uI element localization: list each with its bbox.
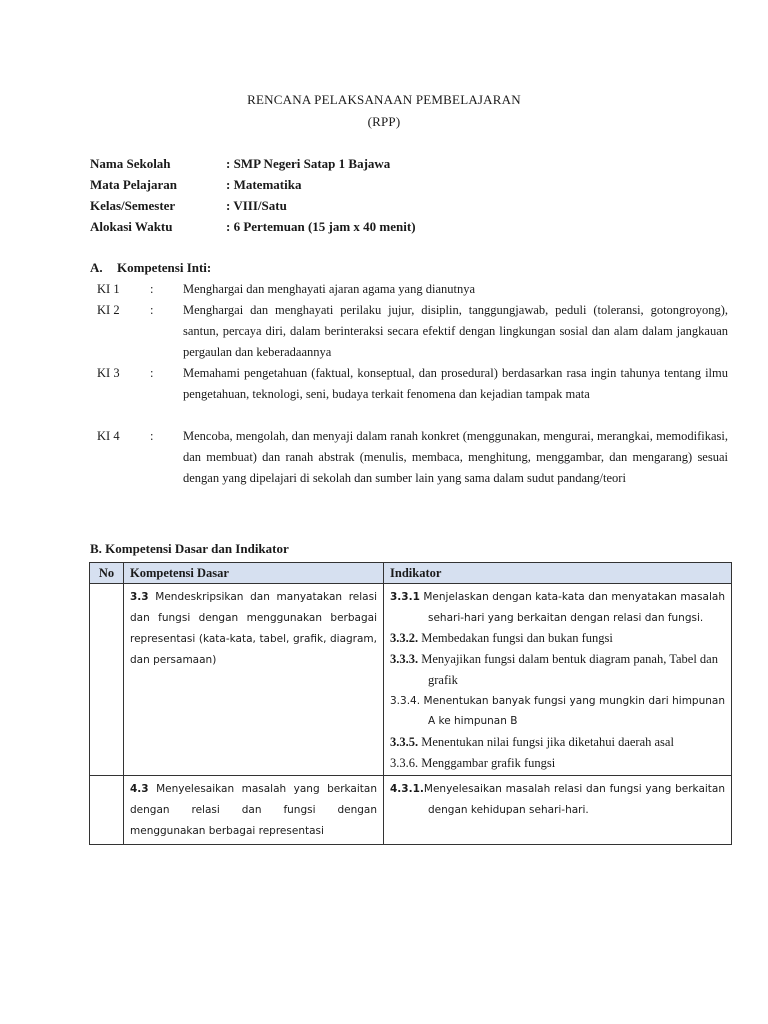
ki-colon: : <box>150 282 154 296</box>
indicator-number: 3.3.1 <box>390 591 420 603</box>
indicator-text: Menjelaskan dengan kata-kata dan menyatakan masalah sehari-hari yang berkaitan dengan relasi dan fungsi. <box>419 591 725 624</box>
cell-no <box>90 776 124 845</box>
indicator-text: Menyelesaikan masalah relasi dan fungsi yang berkaitan dengan kehidupan sehari-hari. <box>423 783 725 817</box>
identity-value: : VIII/Satu <box>226 198 287 213</box>
table-header-row <box>90 563 732 584</box>
indicator-item <box>390 649 725 690</box>
ki-item-1 <box>97 279 728 300</box>
table-row <box>90 776 732 845</box>
kd-text-block <box>130 587 377 671</box>
ki-code: KI 2 <box>97 303 120 317</box>
table-row <box>90 584 732 776</box>
section-b-heading: B. Kompetensi Dasar dan Indikator <box>90 541 289 556</box>
identity-label: Kelas/Semester <box>90 198 176 213</box>
indicator-text: Menentukan banyak fungsi yang mungkin dari himpunan A ke himpunan B <box>420 694 725 728</box>
ki-item-4 <box>97 426 728 489</box>
indicator-list <box>390 779 725 820</box>
cell-kd <box>124 584 384 776</box>
indicator-number: 3.3.3. <box>390 652 419 667</box>
indicator-number: 3.3.5. <box>390 734 419 749</box>
indicator-item <box>390 732 725 753</box>
indicator-text: Membedakan fungsi dan bukan fungsi <box>418 631 613 646</box>
ki-text: Menghargai dan menghayati ajaran agama yang dianutnya <box>183 282 476 296</box>
indicator-item <box>390 691 725 732</box>
kd-description: Menyelesaikan masalah yang berkaitan dengan relasi dan fungsi dengan menggunakan berbagai representasi <box>130 783 377 838</box>
header-no: No <box>90 563 124 584</box>
header-indikator: Indikator <box>384 563 732 584</box>
indicator-number: 3.3.6. <box>390 755 419 770</box>
cell-indicators <box>384 776 732 845</box>
ki-colon: : <box>150 303 154 317</box>
ki-item-3 <box>97 363 728 405</box>
identity-row-school <box>90 155 416 176</box>
indicator-text: Menentukan nilai fungsi jika diketahui daerah asal <box>418 734 674 749</box>
ki-text: Mencoba, mengolah, dan menyaji dalam ranah konkret (menggunakan, mengurai, merangkai, memodifikasi, dan membuat) dan ranah abstrak (menulis, membaca, menghitung, menggambar, dan mengarang) sesuai dengan yang dipelajari di sekolah dan sumber lain yang sama dalam sudut pandang/teori <box>183 429 728 485</box>
identity-value: : SMP Negeri Satap 1 Bajawa <box>226 156 391 171</box>
header-kd: Kompetensi Dasar <box>124 563 384 584</box>
indicator-number: 3.3.4. <box>390 694 421 707</box>
ki-code: KI 1 <box>97 282 120 296</box>
kd-number: 4.3 <box>130 783 149 796</box>
indicator-text: Menggambar grafik fungsi <box>418 755 556 770</box>
section-a-title: Kompetensi Inti: <box>117 260 212 275</box>
indicator-item <box>390 753 725 774</box>
cell-no <box>90 584 124 776</box>
identity-row-time <box>90 218 416 239</box>
indicator-item <box>390 779 725 820</box>
ki-code: KI 4 <box>97 429 120 443</box>
kd-text-block <box>130 779 377 842</box>
identity-block <box>90 155 416 239</box>
identity-label: Alokasi Waktu <box>90 219 173 234</box>
ki-text: Menghargai dan menghayati perilaku jujur, disiplin, tanggungjawab, peduli (toleransi, gotongroyong), santun, percaya diri, dalam berinteraksi secara efektif dengan lingkungan sosial dan alam dalam jangkauan pergaulan dan keberadaannya <box>183 303 728 359</box>
ki-colon: : <box>150 366 154 380</box>
indicator-list <box>390 587 725 773</box>
indicator-text: Menyajikan fungsi dalam bentuk diagram panah, Tabel dan grafik <box>418 652 718 687</box>
ki-text: Memahami pengetahuan (faktual, konseptual, dan prosedural) berdasarkan rasa ingin tahunya tentang ilmu pengetahuan, teknologi, seni, budaya terkait fenomena dan kejadian tampak mata <box>183 366 728 401</box>
ki-colon: : <box>150 429 154 443</box>
cell-indicators <box>384 584 732 776</box>
cell-kd <box>124 776 384 845</box>
indicator-item <box>390 587 725 628</box>
identity-value: : 6 Pertemuan (15 jam x 40 menit) <box>226 219 416 234</box>
ki-item-2 <box>97 300 728 363</box>
document-subtitle: (RPP) <box>367 114 401 129</box>
competency-table <box>89 562 732 845</box>
document-title: RENCANA PELAKSANAAN PEMBELAJARAN <box>247 92 521 107</box>
kd-number: 3.3 <box>130 591 149 603</box>
identity-label: Nama Sekolah <box>90 156 171 171</box>
section-a-heading <box>90 260 211 276</box>
indicator-number: 3.3.2. <box>390 631 419 646</box>
identity-row-subject <box>90 176 416 197</box>
ki-code: KI 3 <box>97 366 120 380</box>
identity-row-class <box>90 197 416 218</box>
kd-description: Mendeskripsikan dan manyatakan relasi dan fungsi dengan menggunakan berbagai representasi (kata-kata, tabel, grafik, diagram, dan persamaan) <box>130 591 377 666</box>
identity-value: : Matematika <box>226 177 302 192</box>
section-a-letter: A. <box>90 260 103 275</box>
identity-label: Mata Pelajaran <box>90 177 178 192</box>
indicator-number: 4.3.1. <box>390 783 424 796</box>
indicator-item <box>390 628 725 649</box>
